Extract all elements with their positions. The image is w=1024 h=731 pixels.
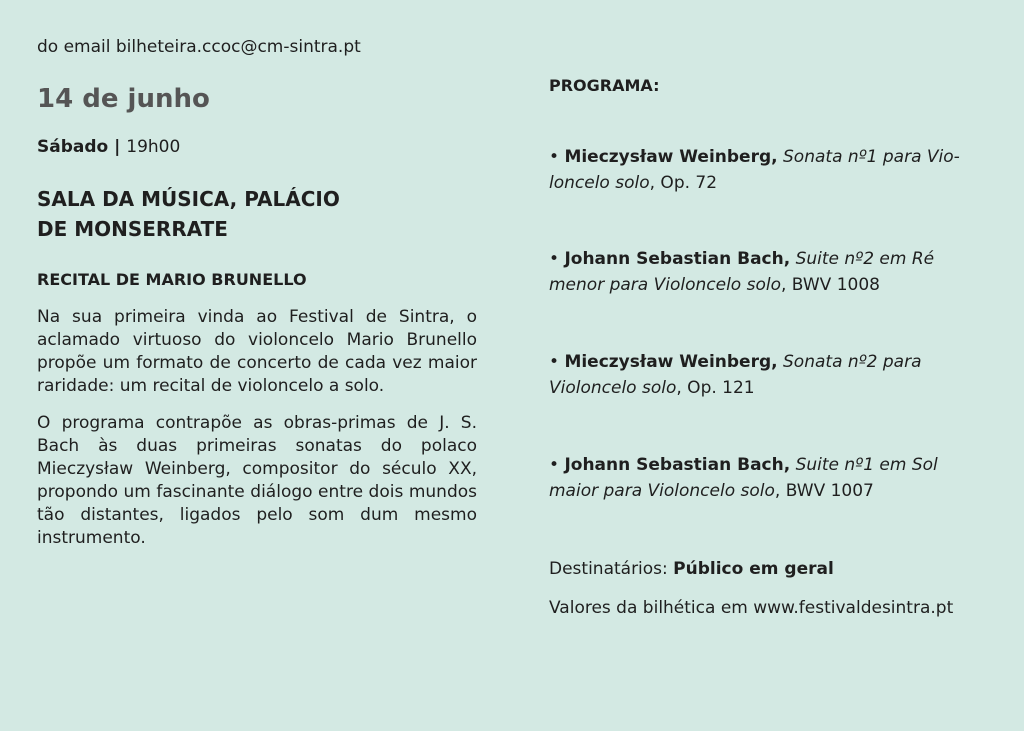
venue-title [37,184,477,244]
composer-name: Johann Sebastian Bach, [564,249,791,269]
composer-name: Mieczysław Weinberg, [564,352,778,372]
venue-line-1: SALA DA MÚSICA, PALÁCIO [37,187,340,211]
bullet: • [549,455,565,475]
composer-name: Mieczysław Weinberg, [564,147,778,167]
work-title: Suite nº1 em Sol [790,455,938,475]
work-title-cont: maior para Violoncelo solo [549,481,775,501]
work-title-cont: menor para Violoncelo solo [549,275,781,295]
work-title: Sonata nº1 para Vio- [777,147,960,167]
catalog-number: , BWV 1007 [774,481,874,501]
composer-name: Johann Sebastian Bach, [564,455,791,475]
audience-label: Destinatários: [549,559,674,579]
program-item [549,144,989,196]
audience-value: Público em geral [673,559,834,579]
program-item [549,349,989,401]
description-paragraph-2: O programa contrapõe as obras-primas de J. S. Bach às duas primeiras sonatas do polaco Mieczysław Weinberg, compositor do século XX, propondo um fascinante diálogo entre dois mundos tão distantes, ligados pelo som dum mesmo instrumento. [37,413,477,548]
work-title: Suite nº2 em Ré [790,249,935,269]
description-paragraph-1: Na sua primeira vinda ao Festival de Sintra, o aclamado virtuoso do violoncelo Mario Brunello propõe um formato de concerto de cada vez maior raridade: um recital de violoncelo a solo. [37,307,477,396]
tickets-line: Valores da bilhética em www.festivaldesintra.pt [549,598,954,618]
programa-title: PROGRAMA: [549,76,660,95]
email-line: do email bilheteira.ccoc@cm-sintra.pt [37,37,361,57]
work-title-cont: loncelo solo [549,173,650,193]
catalog-number: , Op. 72 [649,173,718,193]
event-time: 19h00 [126,137,181,157]
separator: | [108,137,127,157]
work-title: Sonata nº2 para [777,352,922,372]
weekday: Sábado [37,137,109,157]
right-column [549,74,989,634]
day-time-line [37,134,477,160]
event-date: 14 de junho [37,84,210,114]
bullet: • [549,352,565,372]
catalog-number: , Op. 121 [676,378,755,398]
left-column [37,34,477,550]
program-item [549,452,989,504]
bullet: • [549,249,565,269]
catalog-number: , BWV 1008 [780,275,880,295]
recital-title: RECITAL DE MARIO BRUNELLO [37,270,307,289]
audience-line [549,556,834,582]
program-item [549,246,989,298]
bullet: • [549,147,565,167]
work-title-cont: Violoncelo solo [549,378,677,398]
venue-line-2: DE MONSERRATE [37,217,228,241]
